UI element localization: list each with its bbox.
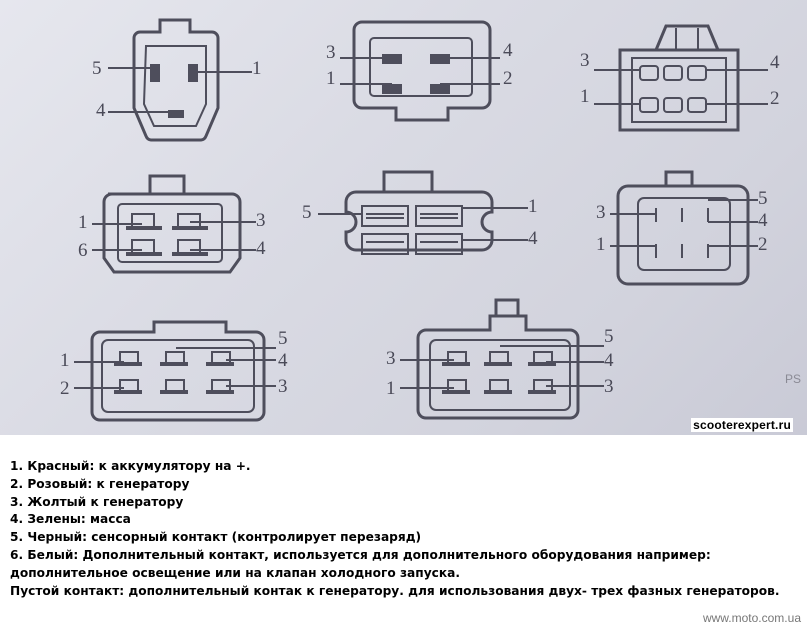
pin-label: 3 bbox=[580, 50, 590, 71]
pin-label: 4 bbox=[278, 350, 288, 371]
wire-color-legend bbox=[10, 458, 800, 600]
pin-label: 5 bbox=[758, 188, 768, 209]
corner-mark: PS bbox=[785, 372, 802, 386]
pin-label: 3 bbox=[278, 376, 288, 397]
watermark-moto: www.moto.com.ua bbox=[702, 611, 801, 625]
connector-6pin-tab bbox=[78, 176, 266, 272]
pin-label: 2 bbox=[758, 234, 768, 255]
connector-4pin bbox=[92, 20, 262, 140]
pin-label: 1 bbox=[252, 58, 262, 79]
pin-label: 5 bbox=[302, 202, 312, 223]
pin-label: 4 bbox=[256, 238, 266, 259]
legend-line: 1. Красный: к аккумулятору на +. bbox=[10, 459, 251, 473]
pin-label: 5 bbox=[604, 326, 614, 347]
pin-label: 4 bbox=[96, 100, 106, 121]
legend-line: Пустой контакт: дополнительный контак к генератору. для использования двух- трех фазных генераторов. bbox=[10, 583, 780, 598]
pin-label: 4 bbox=[503, 40, 513, 61]
connector-4pin-square bbox=[326, 22, 513, 120]
pin-label: 5 bbox=[278, 328, 288, 349]
pin-label: 4 bbox=[604, 350, 614, 371]
pin-label: 3 bbox=[596, 202, 606, 223]
pin-label: 1 bbox=[386, 378, 396, 399]
legend-line: 5. Черный: сенсорный контакт (контролирует перезаряд) bbox=[10, 530, 422, 545]
pin-label: 4 bbox=[770, 52, 780, 73]
connector-6pin-rect bbox=[596, 172, 768, 284]
pin-label: 1 bbox=[528, 196, 538, 217]
pin-label: 1 bbox=[326, 68, 336, 89]
legend-line: 3. Жолтый к генератору bbox=[10, 494, 184, 509]
pin-label: 2 bbox=[60, 378, 70, 399]
connector-6pin-large-b bbox=[386, 300, 614, 418]
watermark-scooterexpert: scooterexpert.ru bbox=[693, 418, 791, 432]
pin-label: 5 bbox=[92, 58, 102, 79]
pin-label: 3 bbox=[386, 348, 396, 369]
pin-label: 6 bbox=[78, 240, 88, 261]
pin-label: 4 bbox=[528, 228, 538, 249]
pin-label: 3 bbox=[256, 210, 266, 231]
pin-label: 3 bbox=[604, 376, 614, 397]
pin-label: 3 bbox=[326, 42, 336, 63]
connector-6pin-latch bbox=[580, 26, 780, 130]
pin-label: 4 bbox=[758, 210, 768, 231]
pin-label: 1 bbox=[580, 86, 590, 107]
connector-6pin-large-a bbox=[60, 322, 288, 420]
pin-label: 1 bbox=[596, 234, 606, 255]
pin-label: 1 bbox=[78, 212, 88, 233]
pin-label: 2 bbox=[503, 68, 513, 89]
legend-line: дополнительное освещение или на клапан холодного запуска. bbox=[10, 565, 460, 580]
legend-line: 4. Зелены: масса bbox=[10, 512, 131, 527]
pin-label: 1 bbox=[60, 350, 70, 371]
connector-4pin-wide bbox=[302, 172, 538, 254]
pin-label: 2 bbox=[770, 88, 780, 109]
legend-line: 2. Розовый: к генератору bbox=[10, 476, 190, 491]
legend-line: 6. Белый: Дополнительный контакт, используется для дополнительного оборудования например: bbox=[10, 547, 711, 562]
